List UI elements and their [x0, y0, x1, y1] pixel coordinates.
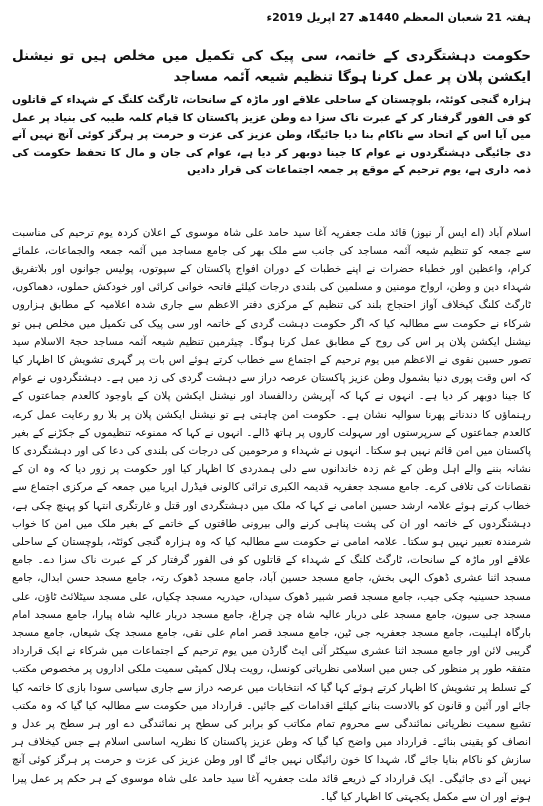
dateline: ہفتہ 21 شعبان المعظم 1440ھ 27 اپریل 2019ء — [12, 8, 531, 28]
headline: حکومت دہشتگردی کے خاتمہ، سی پیک کی تکمیل میں مخلص ہیں تو نیشنل ایکشن پلان پر عمل کرنا ہوگا تنظیم شیعہ آئمہ مساجد — [12, 46, 531, 88]
article-paragraph: اسلام آباد (اے ایس آر نیوز) قائد ملت جعفریہ آغا سید حامد علی شاہ موسوی کے اعلان کردہ یوم ترحیم کی مناسبت سے جمعہ کو تنظیم شیعہ آئمہ مساجد کی جانب سے ملک بھر کی جامع مساجد میں آئمہ جمعہ والجماعات، علمائے کرام، واعظین اور خطباء حضرات نے اپنے خطبات کے دوران افواج پاکستان کے سپوتوں، پولیس جوانوں اور بلاتفریق شہداء دین و وطن، ارواح مومنین و مسلمین کی بلندی درجات کیلئے فاتحہ خوانی کرائی اور خودکش حملوں، دھماکوں، ٹارگٹ کلنگ کیخلاف آواز احتجاج بلند کی تنظیم کے مرکزی دفتر الاعظم سے جاری شدہ اعلامیہ کے مطابق ہزاروں شرکاء نے حکومت سے مطالبہ کیا کہ اگر حکومت دہشت گردی کے خاتمہ اور سی پیک کی تکمیل میں مخلص ہیں تو نیشنل ایکشن پلان پر اس کی روح کے مطابق عمل کرنا ہوگا۔ چیئرمین تنظیم شیعہ آئمہ مساجد حجۃ الاسلام سید تصور حسین نقوی نے الاعظم میں یوم ترحیم کے اجتماع سے خطاب کرتے ہوئے اس بات پر گہری تشویش کا اظہار کیا کہ اس وقت پوری دنیا بشمول وطن عزیز پاکستان عرصہ دراز سے دہشت گردی کی زد میں ہے۔ دہشتگردوں نے عوام کا جینا دوبھر کر دیا ہے۔ انہوں نے کہا کہ آپریشن ردالفساد اور نیشنل ایکشن پلان کے باوجود کالعدم جماعتوں کے رہنماؤں کا دندناتے پھرنا سوالیہ نشان ہے۔ حکومت امن چاہتی ہے تو نیشنل ایکشن پلان پر بلا رو رعایت عمل کرے، کالعدم جماعتوں کے سرپرستوں اور سہولت کاروں پر ہاتھ ڈالے۔ انہوں نے کہا کہ ممنوعہ تنظیموں کے جکڑنے کے بغیر پاکستان میں امن قائم نہیں ہو سکتا۔ انہوں نے شہداء و مرحومین کی درجات کی بلندی کی دعا کی اور دہشتگردی کا نشانہ بننے والے اہل وطن کے غم زدہ خاندانوں سے دلی ہمدردی کا اظہار کیا اور حکومت پر زور دیا کہ وہ ان کے نقصانات کی تلافی کرے۔ جامع مسجد جعفریہ قدیمہ الکبری ترائی کالونی فیڈرل ایریا میں جمعہ کے مرکزی اجتماع سے خطاب کرتے ہوئے علامہ ارشد حسین امامی نے کہا کہ ملک میں دہشتگردی اور قتل و غارتگری انتہا کو پہنچ چکی ہے، دہشتگردوں کے خاتمہ اور ان کی پشت پناہی کرنے والی بیرونی طاقتوں کے خاتمے کے بغیر ملک میں امن کا خواب شرمندہ تعبیر نہیں ہو سکتا۔ علامہ امامی نے حکومت سے مطالبہ کیا کہ وہ ہزارہ گنجی کوئٹہ، بلوچستان کے ساحلی علاقے اور ماڑہ کے سانحات، ٹارگٹ کلنگ کے شہداء کے قاتلوں کو فی الفور گرفتار کر کے عبرت ناک سزا دے۔ جامع مسجد اثنا عشری ڈھوک الہی بخش، جامع مسجد حسین آباد، جامع مسجد ڈھوک رتہ، جامع مسجد حسن ابدال، جامع مسجد حسینیہ چکی جیب، جامع مسجد قصر شبیر ڈھوک سیداں، حیدریہ مسجد چکیاں، علی مسجد سیٹلائٹ ٹاؤن، علی مسجد جی سیون، جامع مسجد علی دربار عالیہ شاہ چن چراغ، جامع مسجد دربار عالیہ شاہ پیارا، جامع مسجد امام بارگاہ اہلبیت، جامع مسجد جعفریہ جی ٹین، جامع مسجد قصر امام علی نقی، جامع مسجد چک شیعاں، جامع مسجد گریبی لائن اور جامع مسجد اثنا عشری سیکٹر آئی ایٹ گارڈن میں یوم ترحیم کے اجتماعات میں شرکاء نے ایک قرارداد متفقہ طور پر منظور کی جس میں اسلامی نظریاتی کونسل، رویت ہلال کمیٹی سمیت ملکی اداروں پر مخصوص مکتب کے تسلط پر تشویش کا اظہار کرتے ہوئے کہا گیا کہ انتخابات میں عرصہ دراز سے جاری سیاسی سودا بازی کا خاتمہ کیا جائے اور آئین و قانون کو بالادست بنانے کیلئے اقدامات کیے جائیں۔ قرارداد میں حکومت سے مطالبہ کیا گیا کہ وہ مکتب تشیع سمیت نظریاتی نمائندگی سے محروم تمام مکاتب کو برابر کی سطح پر نمائندگی دے اور ہر سطح پر عدل و انصاف کو یقینی بنائے۔ قرارداد میں واضح کیا گیا کہ وطن عزیز پاکستان کا نظریہ اساسی اسلام ہے جس کیخلاف ہر سازش کو ناکام بنایا جائے گا، شہدا کا خون رائیگاں نہیں جائے گا اور وطن عزیز کی عزت و حرمت پر ہرگز کوئی آنچ نہیں آنے دی جائیگی۔ ایک قرارداد کے ذریعے قائد ملت جعفریہ آغا سید حامد علی شاہ موسوی کے ہر حکم پر عمل پیرا ہونے اور ان سے مکمل یکجہتی کا اظہار کیا گیا۔ — [12, 224, 531, 806]
article-body — [12, 224, 531, 806]
summary-subheadline: ہزارہ گنجی کوئٹہ، بلوچستان کے ساحلی علاقے اور ماڑہ کے سانحات، ٹارگٹ کلنگ کے شہداء کے قاتلوں کو فی الفور گرفتار کر کے عبرت ناک سزا دے وطن عزیز پاکستان کا قیام کلمہ طیبہ کی بنیاد پر عمل میں آیا اس کے اتحاد سے ناکام بنا دیا جائیگا، وطن عزیز کی عزت و حرمت پر ہرگز کوئی آنچ نہیں آنے دی جائیگی دہشتگردوں نے عوام کا جینا دوبھر کر دیا ہے، عوام کی جان و مال کا تحفظ حکومت کی ذمہ داری ہے، یوم ترحیم کے موقع پر جمعہ اجتماعات کی قرار دادیں — [12, 92, 531, 180]
